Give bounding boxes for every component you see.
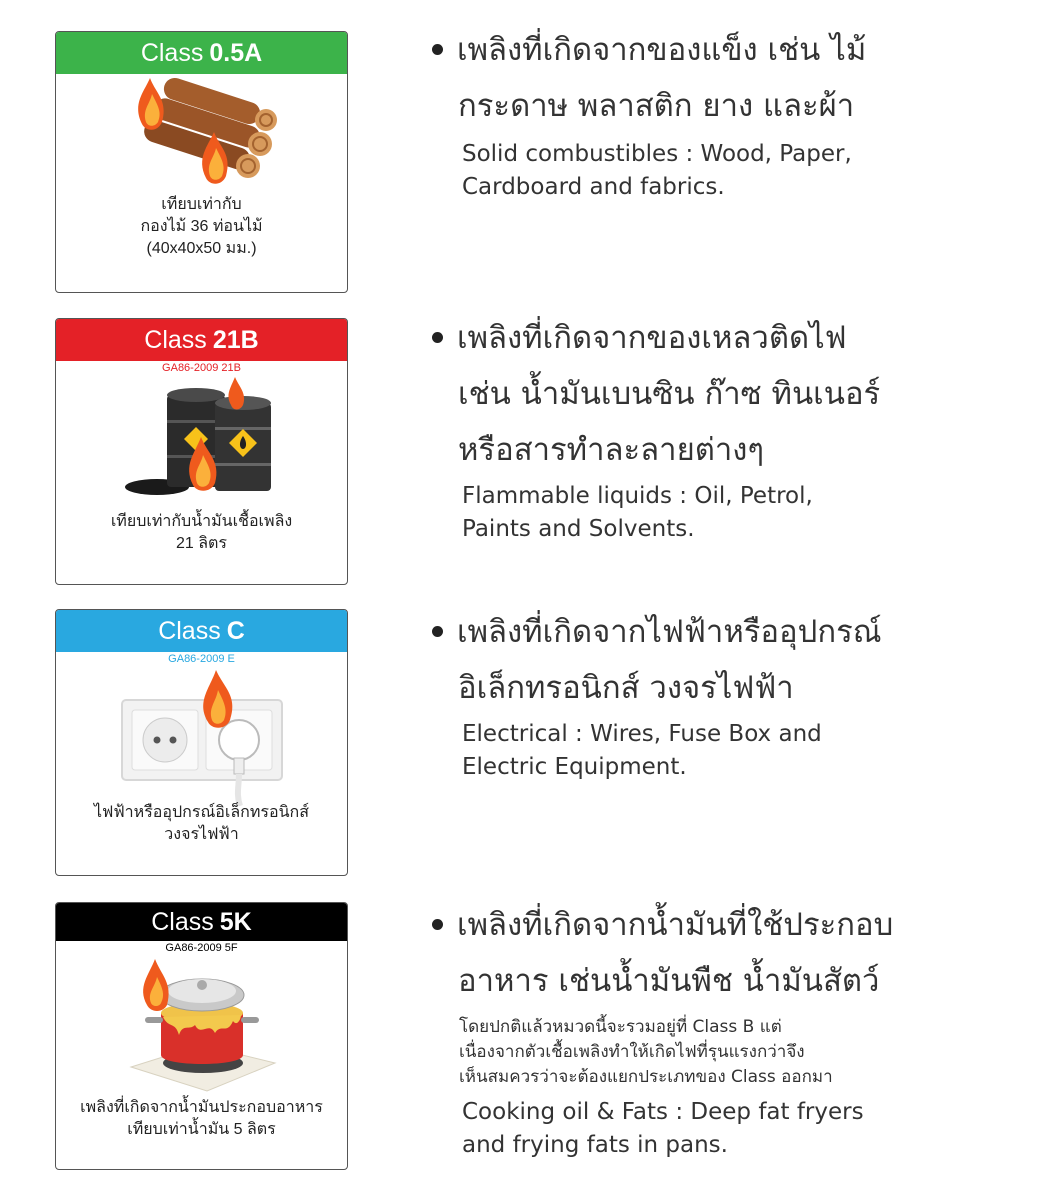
class-card-5k <box>55 902 348 1170</box>
class-prefix: Class <box>144 325 207 354</box>
description-thai-line: เพลิงที่เกิดจากของเหลวติดไฟ <box>432 310 1032 366</box>
description-thai-line: เพลิงที่เกิดจากไฟฟ้าหรืออุปกรณ์ <box>432 604 1032 660</box>
description-english-line: Cardboard and fabrics. <box>462 174 725 200</box>
description-thai-line: อิเล็กทรอนิกส์ วงจรไฟฟ้า <box>458 670 794 706</box>
description-english-line: and frying fats in pans. <box>462 1132 728 1158</box>
class-header <box>56 610 347 652</box>
description-note-line: เห็นสมควรว่าจะต้องแยกประเภทของ Class ออกมา <box>459 1067 833 1087</box>
caption-line: ไฟฟ้าหรืออุปกรณ์อิเล็กทรอนิกส์ <box>93 804 310 821</box>
class-standard: GA86-2009 5F <box>165 942 238 954</box>
caption-line: วงจรไฟฟ้า <box>164 826 239 843</box>
class-code: 5K <box>219 907 252 936</box>
description-thai-line: กระดาษ พลาสติก ยาง และผ้า <box>458 88 855 124</box>
bullet-icon <box>432 44 443 55</box>
burning-power-outlet-illustration <box>112 666 292 806</box>
description-english-line: Electrical : Wires, Fuse Box and <box>462 721 822 747</box>
burning-logs-illustration <box>122 74 282 194</box>
class-code: 21B <box>212 325 259 354</box>
burning-oil-barrels-illustration <box>117 375 287 505</box>
description-english-line: Flammable liquids : Oil, Petrol, <box>462 483 813 509</box>
class-standard: GA86-2009 21B <box>162 362 241 374</box>
description-thai-line: หรือสารทำละลายต่างๆ <box>458 432 765 468</box>
class-header <box>56 319 347 361</box>
class-code: 0.5A <box>209 38 263 67</box>
class-card-0-5a <box>55 31 348 293</box>
bullet-icon <box>432 332 443 343</box>
description-thai-line: อาหาร เช่นน้ำมันพืช น้ำมันสัตว์ <box>458 963 880 999</box>
caption-line: เทียบเท่าน้ำมัน 5 ลิตร <box>127 1121 276 1138</box>
description-english-line: Solid combustibles : Wood, Paper, <box>462 141 852 167</box>
class-prefix: Class <box>140 38 204 67</box>
caption-line: เพลิงที่เกิดจากน้ำมันประกอบอาหาร <box>80 1099 323 1116</box>
class-standard: GA86-2009 E <box>168 653 235 665</box>
class-description-21b <box>432 310 1032 546</box>
class-header <box>56 903 347 941</box>
description-english-line: Paints and Solvents. <box>462 516 695 542</box>
caption-line: กองไม้ 36 ท่อนไม้ <box>140 218 263 235</box>
class-caption <box>56 1097 347 1141</box>
caption-line: 21 ลิตร <box>175 535 228 552</box>
caption-line: (40x40x50 มม.) <box>146 240 257 257</box>
class-caption <box>56 511 347 555</box>
class-description-5k <box>432 897 1032 1162</box>
class-header <box>56 32 347 74</box>
bullet-icon <box>432 919 443 930</box>
class-card-21b <box>55 318 348 585</box>
class-prefix: Class <box>151 907 214 936</box>
description-note-line: เนื่องจากตัวเชื้อเพลิงทำให้เกิดไฟที่รุนแรงกว่าจึง <box>459 1042 805 1062</box>
class-description-0-5a <box>432 22 1032 204</box>
description-thai-line: เพลิงที่เกิดจากน้ำมันที่ใช้ประกอบ <box>432 897 1032 953</box>
description-note-line: โดยปกติแล้วหมวดนี้จะรวมอยู่ที่ Class B แต่ <box>459 1017 782 1037</box>
caption-line: เทียบเท่ากับน้ำมันเชื้อเพลิง <box>110 513 293 530</box>
bullet-icon <box>432 626 443 637</box>
description-thai-line: เช่น น้ำมันเบนซิน ก๊าซ ทินเนอร์ <box>458 376 881 412</box>
class-caption <box>56 802 347 846</box>
class-description-c <box>432 604 1032 784</box>
description-english-line: Cooking oil & Fats : Deep fat fryers <box>462 1099 864 1125</box>
class-card-c <box>55 609 348 876</box>
description-english-line: Electric Equipment. <box>462 754 687 780</box>
class-code: C <box>226 616 245 645</box>
class-prefix: Class <box>158 616 221 645</box>
description-thai-line: เพลิงที่เกิดจากของแข็ง เช่น ไม้ <box>432 22 1032 78</box>
class-caption <box>56 194 347 260</box>
burning-cooking-pot-illustration <box>117 955 287 1095</box>
caption-line: เทียบเท่ากับ <box>161 196 242 213</box>
